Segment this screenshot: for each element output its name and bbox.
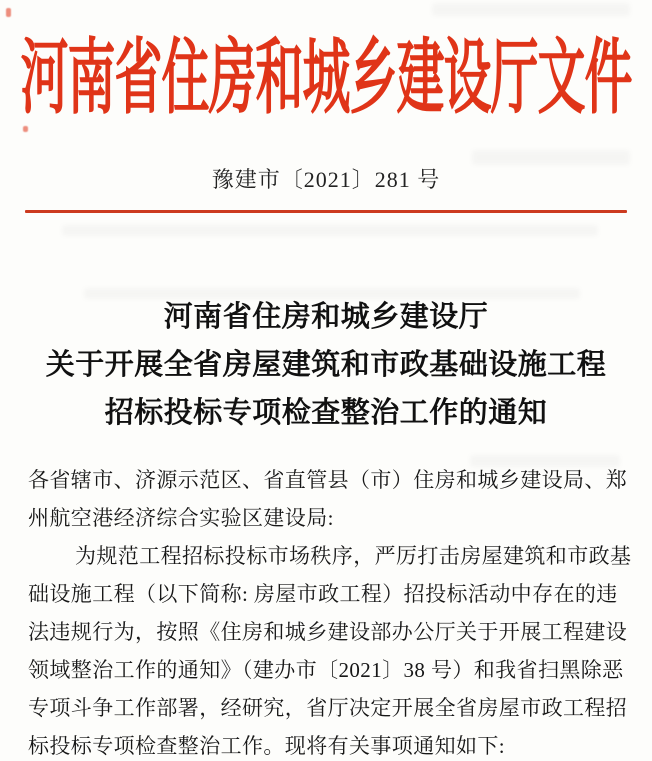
paragraph-line: 法违规行为，按照《住房和城乡建设部办公厅关于开展工程建设 xyxy=(28,620,628,644)
paragraph-line: 领域整治工作的通知》（建办市〔2021〕38 号）和我省扫黑除恶 xyxy=(28,658,624,682)
recipients-line: 各省辖市、济源示范区、省直管县（市）住房和城乡建设局、郑 xyxy=(28,468,628,492)
letterhead-org-title: 河南省住房和城乡建设厅文件 xyxy=(20,34,632,125)
paragraph-line: 专项斗争工作部署，经研究，省厅决定开展全省房屋市政工程招 xyxy=(28,696,628,720)
paragraph-line: 标投标专项检查整治工作。现将有关事项通知如下: xyxy=(28,734,506,758)
scan-artifact xyxy=(62,225,598,236)
scan-speck xyxy=(6,8,11,17)
document-body xyxy=(0,461,652,761)
paragraph-line: 础设施工程（以下简称: 房屋市政工程）招投标活动中存在的违 xyxy=(28,582,618,606)
document-number: 豫建市〔2021〕281 号 xyxy=(211,167,441,192)
recipients-line: 州航空港经济综合实验区建设局: xyxy=(28,506,334,530)
document-title-line: 河南省住房和城乡建设厅 xyxy=(163,301,489,333)
document-title-line: 招标投标专项检查整治工作的通知 xyxy=(104,397,548,429)
document-title xyxy=(0,293,652,437)
paragraph-line: 为规范工程招标投标市场秩序，严厉打击房屋建筑和市政基 xyxy=(75,544,632,568)
scan-artifact xyxy=(472,150,630,165)
scan-artifact xyxy=(432,3,630,16)
scan-speck xyxy=(23,126,28,132)
document-title-line: 关于开展全省房屋建筑和市政基础设施工程 xyxy=(45,349,607,381)
red-divider-rule xyxy=(25,210,627,213)
